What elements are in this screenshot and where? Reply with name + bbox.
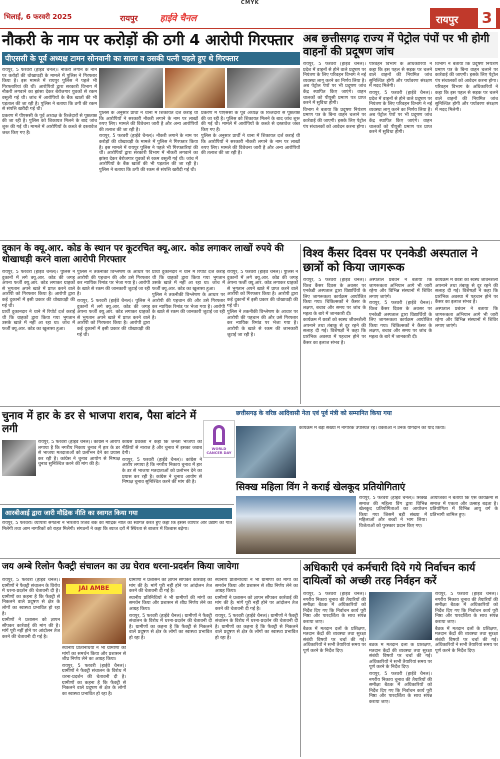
story5-para: रायपुर, 5 फरवरी (हाईवे चैनल)। कांग्रेस ने आरोप लगाया है कि नगरीय निकाय चुनाव में हार के डर से भाजपा मतदाताओं को प्रलोभन देने का प्रयास कर रही है। कांग्रेस ने चुनाव आयोग से निष्पक्ष चुनाव सुनिश्चित करने की मांग की है।: [122, 457, 202, 486]
story9-para: रायपुर, 5 फरवरी (हाईवे चैनल)। ग्रामीणों ने फैक्ट्री संचालन के विरोध में धरना-प्रदर्शन की चेतावनी दी है। ग्रामीणों का कहना है कि फैक्ट्री से निकलने वाले प्रदूषण से क्षेत्र के लोगों का स्वास्थ्य प्रभावित हो रहा है।: [129, 613, 212, 641]
story2-para: रायपुर, 5 फरवरी (हाईवे चैनल)। प्रदेश में वाहनों से होने वाले प्रदूषण पर नियंत्रण के लिए परिवहन विभाग ने नई व्यवस्था लागू करने का निर्णय लिया है। अब पेट्रोल पंपों पर भी प्रदूषण जांच केंद्र स्थापित किए जाएंगे। वाहन चालकों को पीयूसी प्रमाण पत्र प्राप्त करने में सुविधा होगी।: [303, 62, 366, 107]
story9-para: स्थानीय प्रतिनिधियों ने भी ग्रामीणों की मांगों का समर्थन किया और प्रशासन से शीघ्र निर्णय लेने का आग्रह किया।: [62, 646, 126, 663]
story1-para: रायपुर, 5 फरवरी (हाईवे चैनल)। नौकरी लगाने के नाम पर करोड़ों की धोखाधड़ी के मामले में पुलिस ने गिरफ्तार किया है। इस मामले में रायपुर पुलिस ने पहले भी गिरफ्तारियां की थीं। आरोपियों द्वारा सरकारी विभाग में नौकरी लगवाने का झांसा देकर बेरोजगार युवकों से रकम वसूली गई थी। जांच में आरोपियों के बैंक खातों की भी पड़ताल की जा रही है। पुलिस ने बताया कि ठगी की रकम से संपत्ति खरीदी गई थी।: [99, 134, 198, 173]
story8-headline: आरबीआई द्वारा जारी मौद्रिक नीति का स्वागत किया गया: [2, 508, 232, 519]
divider: [0, 406, 500, 407]
story3-para: रायपुर, 5 फरवरी (हाईवे चैनल)। पुलिस ने दुकानों में लगे क्यू.आर. कोड की जगह अपना फर्जी क्यू.आर. कोड लगाकर ग्राहकों से भुगतान अपने खाते में प्राप्त करने वाले आरोपी को गिरफ्तार किया है। आरोपी द्वारा कई दुकानों में इसी प्रकार की धोखाधड़ी की गई थी।: [2, 270, 75, 309]
story10-para: बैठक में मतदान दलों के प्रशिक्षण, मतदान केंद्रों की व्यवस्था तथा सुरक्षा संबंधी विषयों पर चर्चा की गई। अधिकारियों ने सभी तैयारियां समय पर पूर्ण करने के निर्देश दिए।: [435, 626, 498, 654]
story7-column-2: [430, 496, 498, 554]
story9-para: स्थानीय प्रतिनिधियों ने भी ग्रामीणों की मांगों का समर्थन किया और प्रशासन से शीघ्र निर्णय लेने का आग्रह किया।: [215, 578, 298, 595]
story9-para: रायपुर, 5 फरवरी (हाईवे चैनल)। ग्रामीणों ने फैक्ट्री संचालन के विरोध में धरना-प्रदर्शन की चेतावनी दी है। ग्रामीणों का कहना है कि फैक्ट्री से निकलने वाले प्रदूषण से क्षेत्र के लोगों का स्वास्थ्य प्रभावित हो रहा है।: [2, 578, 60, 617]
story4-column-3: [435, 278, 498, 404]
divider: [0, 504, 234, 505]
protest-banner: JAI AMBE: [66, 584, 122, 594]
accused-photo-1: [99, 68, 163, 108]
story7-headline: सिक्ख महिला विंग ने कराई खेलकूद प्रतियोगिताएं: [236, 482, 406, 493]
story5-para: कांग्रेस प्रवक्ता ने कहा कि जनता भाजपा की नीतियों से नाराज है और चुनाव में इसका जवाब देगी।: [122, 440, 202, 457]
city-label: रायपुर: [120, 14, 138, 23]
page-number: 3: [478, 8, 496, 28]
story1-headline: नौकरी के नाम पर करोड़ों की ठगी 4 आरोपी गिरफ्तार: [2, 31, 294, 49]
story7-para: रायपुर, 5 फरवरी (हाईवे चैनल)। सिक्ख समाज की महिला विंग द्वारा विभिन्न खेलकूद प्रतियोगिताओं का आयोजन किया गया जिसमें बड़ी संख्या में महिलाओं और बच्चों ने भाग लिया। विजेताओं को पुरस्कार प्रदान किए गए।: [359, 496, 427, 529]
story2-para: विभाग ने बताया कि प्रदूषण नियंत्रण प्रमाण पत्र के बिना वाहन चलाने पर कार्रवाई की जाएगी। इसके लिए पेट्रोल पंप संचालकों को आवेदन करना होगा।: [303, 107, 366, 130]
story4-para: रायपुर, 5 फरवरी (हाईवे चैनल)। विश्व कैंसर दिवस के अवसर पर एनकेडी अस्पताल द्वारा विद्यार्थियों के लिए जागरूकता कार्यक्रम आयोजित किया गया। चिकित्सकों ने कैंसर के लक्षण, बचाव और समय पर जांच के महत्व के बारे में जानकारी दी।: [303, 278, 366, 317]
section-name: रायपुर: [436, 15, 459, 26]
story3-para: पुलिस ने तकनीकी विश्लेषण के आधार पर आरोपी की पहचान की और उसे गिरफ्तार कर न्यायिक रिमांड पर भेजा गया है। आरोपी के खाते से रकम की जानकारी जुटाई जा रही है।: [152, 293, 225, 321]
cmyk-label: CMYK: [240, 0, 260, 6]
story5-column-1: [38, 440, 120, 500]
divider: [0, 558, 500, 559]
story6-column: [299, 426, 498, 450]
story1-column-1: [2, 68, 97, 238]
accused-photo-3: [227, 68, 300, 108]
story1-para: प्रकरण में पीएससी के पूर्व अध्यक्ष के रिश्तेदारों से पूछताछ की जा रही है। पुलिस को शिकायत मिलने के बाद जांच शुरू की गई थी। मामले में आरोपियों के कब्जे से दस्तावेज जब्त किए गए हैं।: [2, 113, 97, 136]
protest-photo: [62, 578, 126, 644]
logo-label: WORLD CANCER DAY: [206, 447, 232, 455]
story2-column-1: [303, 62, 366, 238]
story1-para: पुलिस के अनुसार प्रार्थी ने थाना में शिकायत दर्ज कराई थी कि आरोपियों ने सरकारी नौकरी लगाने के नाम पर लाखों रुपए लिए। मामले की विवेचना जारी है और अन्य आरोपियों की तलाश की जा रही है।: [201, 134, 300, 157]
story2-para: रायपुर, 5 फरवरी (हाईवे चैनल)। प्रदेश में वाहनों से होने वाले प्रदूषण पर नियंत्रण के लिए परिवहन विभाग ने नई व्यवस्था लागू करने का निर्णय लिया है। अब पेट्रोल पंपों पर भी प्रदूषण जांच केंद्र स्थापित किए जाएंगे। वाहन चालकों को पीयूसी प्रमाण पत्र प्राप्त करने में सुविधा होगी।: [369, 90, 432, 136]
story8-para: रायपुर, 5 फरवरी। व्यापारी संगठनों ने भारतीय रिजर्व बैंक की मौद्रिक नीति का स्वागत करते हुए कहा कि इससे व्यापार और उद्योग को गति मिलेगी तथा आम नागरिकों को राहत मिलेगी। संगठनों ने कहा कि ब्याज दरों में स्थिरता से बाजार में विश्वास बढ़ेगा।: [2, 521, 232, 532]
story6-headline: छत्तीसगढ़ के वरिष्ठ आदिवासी नेता एवं पूर्व मंत्री को सम्मानित किया गया: [236, 410, 392, 417]
meeting-photo: [369, 592, 432, 640]
date-line: भिलाई, 6 फरवरी 2025: [4, 13, 72, 21]
story9-column-3: [129, 578, 212, 756]
story7-column-1: [359, 496, 427, 554]
story4-para: अस्पताल प्रबंधन ने बताया कि जागरूकता अभियान आगे भी जारी रहेगा और विभिन्न संस्थानों में शिविर लगाए जाएंगे।: [435, 306, 498, 329]
story8-column: [2, 521, 232, 555]
story4-headline: विश्व कैंसर दिवस पर एनकेडी अस्पताल ने छात्रों को किया जागरूक: [303, 246, 478, 274]
story9-para: रायपुर, 5 फरवरी (हाईवे चैनल)। ग्रामीणों ने फैक्ट्री संचालन के विरोध में धरना-प्रदर्शन की चेतावनी दी है। ग्रामीणों का कहना है कि फैक्ट्री से निकलने वाले प्रदूषण से क्षेत्र के लोगों का स्वास्थ्य प्रभावित हो रहा है।: [215, 613, 298, 641]
story3-column-3: [152, 270, 225, 405]
story1-para: पुलिस के अनुसार प्रार्थी ने थाना में शिकायत दर्ज कराई थी कि आरोपियों ने सरकारी नौकरी लगाने के नाम पर लाखों रुपए लिए। मामले की विवेचना जारी है और अन्य आरोपियों की तलाश की जा रही है।: [99, 111, 198, 133]
story3-headline: दुकान के क्यू.आर. कोड के स्थान पर कूटरचित क्यू.आर. कोड लगाकर लाखों रुपये की धोखाधड़ी करने वाला आरोपी गिरफ्तार: [2, 244, 284, 265]
story5-headline: चुनाव में हार के डर से भाजपा शराब, पैसा बांटने में लगी: [2, 410, 197, 435]
world-cancer-day-logo: [203, 420, 235, 458]
story10-column-3: [435, 592, 498, 756]
story9-para: स्थानीय प्रतिनिधियों ने भी ग्रामीणों की मांगों का समर्थन किया और प्रशासन से शीघ्र निर्णय लेने का आग्रह किया।: [129, 595, 212, 612]
story7-para: आयोजकों ने बताया कि ऐसे कार्यक्रमों से समाज में एकता और उत्साह बढ़ता है। प्रतियोगिता में विभिन्न आयु वर्ग के प्रतिभागी शामिल हुए।: [430, 496, 498, 518]
story9-column-4: [215, 578, 298, 756]
story2-column-2: [369, 62, 432, 238]
story10-para: बैठक में मतदान दलों के प्रशिक्षण, मतदान केंद्रों की व्यवस्था तथा सुरक्षा संबंधी विषयों पर चर्चा की गई। अधिकारियों ने सभी तैयारियां समय पर पूर्ण करने के निर्देश दिए।: [369, 643, 432, 671]
divider: [300, 560, 301, 757]
story6-para: कार्यक्रम में बड़ी संख्या में नागरिक उपस्थित रहे। वक्ताओं ने उनके योगदान को याद किया।: [299, 426, 446, 431]
story10-para: रायपुर, 5 फरवरी (हाईवे चैनल)। नगरीय निकाय चुनाव की तैयारियों की समीक्षा बैठक में अधिकारियों को निर्देश दिए गए कि निर्वाचन कार्य पूरी निष्ठा और पारदर्शिता के साथ संपन्न कराया जाए।: [303, 592, 366, 625]
story3-para: पुलिस ने तकनीकी विश्लेषण के आधार पर आरोपी की पहचान की और उसे गिरफ्तार कर न्यायिक रिमांड पर भेजा गया है। आरोपी के खाते से रकम की जानकारी जुटाई जा रही है।: [227, 310, 298, 338]
story5-para: रायपुर, 5 फरवरी (हाईवे चैनल)। कांग्रेस ने आरोप लगाया है कि नगरीय निकाय चुनाव में हार के डर से भाजपा मतदाताओं को प्रलोभन देने का प्रयास कर रही है। कांग्रेस ने चुनाव आयोग से निष्पक्ष चुनाव सुनिश्चित करने की मांग की है।: [38, 440, 120, 468]
story4-column-1: [303, 278, 366, 404]
story2-column-3: [435, 62, 498, 238]
story2-para: विभाग ने बताया कि प्रदूषण नियंत्रण प्रमाण पत्र के बिना वाहन चलाने पर कार्रवाई की जाएगी। इसके लिए पेट्रोल पंप संचालकों को आवेदन करना होगा।: [435, 62, 498, 84]
story9-para: ग्रामीणों ने प्रशासन को ज्ञापन सौंपकर कार्रवाई की मांग की है। मांगें पूरी नहीं होने पर आंदोलन तेज करने की चेतावनी दी गई है।: [215, 595, 298, 612]
story3-para: प्रार्थी दुकानदार ने थाने में रिपोर्ट दर्ज कराई थी कि ग्राहकों द्वारा किया गया भुगतान उसके खाते में नहीं आ रहा था। जांच में फर्जी क्यू.आर. कोड का खुलासा हुआ।: [2, 310, 75, 332]
divider: [0, 240, 500, 241]
story5-column-2: [122, 440, 202, 500]
story9-para: ग्रामीणों ने प्रशासन को ज्ञापन सौंपकर कार्रवाई की मांग की है। मांगें पूरी नहीं होने पर आंदोलन तेज करने की चेतावनी दी गई है।: [2, 618, 60, 640]
story3-column-1: [2, 270, 75, 405]
story10-para: रायपुर, 5 फरवरी (हाईवे चैनल)। नगरीय निकाय चुनाव की तैयारियों की समीक्षा बैठक में अधिकारियों को निर्देश दिए गए कि निर्वाचन कार्य पूरी निष्ठा और पारदर्शिता के साथ संपन्न कराया जाए।: [435, 592, 498, 625]
story3-column-4: [227, 270, 298, 405]
sports-event-photo: [236, 496, 356, 554]
story9-para: रायपुर, 5 फरवरी (हाईवे चैनल)। ग्रामीणों ने फैक्ट्री संचालन के विरोध में धरना-प्रदर्शन की चेतावनी दी है। ग्रामीणों का कहना है कि फैक्ट्री से निकलने वाले प्रदूषण से क्षेत्र के लोगों का स्वास्थ्य प्रभावित हो रहा है।: [62, 663, 126, 697]
story1-column-3: [201, 111, 300, 238]
story10-column-1: [303, 592, 366, 756]
story3-para: रायपुर, 5 फरवरी (हाईवे चैनल)। पुलिस ने दुकानों में लगे क्यू.आर. कोड की जगह अपना फर्जी क्यू.आर. कोड लगाकर ग्राहकों से भुगतान अपने खाते में प्राप्त करने वाले आरोपी को गिरफ्तार किया है। आरोपी द्वारा कई दुकानों में इसी प्रकार की धोखाधड़ी की गई थी।: [77, 298, 150, 338]
story2-para: परिवहन विभाग के अधिकारियों ने कहा कि इस पहल से सड़क पर चलने वाले वाहनों की नियमित जांच सुनिश्चित होगी और पर्यावरण संरक्षण में मदद मिलेगी।: [369, 62, 432, 90]
story10-para: बैठक में मतदान दलों के प्रशिक्षण, मतदान केंद्रों की व्यवस्था तथा सुरक्षा संबंधी विषयों पर चर्चा की गई। अधिकारियों ने सभी तैयारियां समय पर पूर्ण करने के निर्देश दिए।: [303, 626, 366, 654]
story4-para: रायपुर, 5 फरवरी (हाईवे चैनल)। विश्व कैंसर दिवस के अवसर पर एनकेडी अस्पताल द्वारा विद्यार्थियों के लिए जागरूकता कार्यक्रम आयोजित किया गया। चिकित्सकों ने कैंसर के लक्षण, बचाव और समय पर जांच के महत्व के बारे में जानकारी दी।: [369, 301, 432, 340]
divider: [300, 244, 301, 404]
story9-column-1: [2, 578, 60, 756]
story9-column-2: [62, 646, 126, 756]
story2-para: परिवहन विभाग के अधिकारियों ने कहा कि इस पहल से सड़क पर चलने वाले वाहनों की नियमित जांच सुनिश्चित होगी और पर्यावरण संरक्षण में मदद मिलेगी।: [435, 85, 498, 113]
story9-para: ग्रामीणों ने प्रशासन को ज्ञापन सौंपकर कार्रवाई की मांग की है। मांगें पूरी नहीं होने पर आंदोलन तेज करने की चेतावनी दी गई है।: [129, 578, 212, 595]
story1-para: रायपुर, 5 फरवरी (हाईवे चैनल)। नौकरी लगाने के नाम पर करोड़ों की धोखाधड़ी के मामले में पुलिस ने गिरफ्तार किया है। इस मामले में रायपुर पुलिस ने पहले भी गिरफ्तारियां की थीं। आरोपियों द्वारा सरकारी विभाग में नौकरी लगवाने का झांसा देकर बेरोजगार युवकों से रकम वसूली गई थी। जांच में आरोपियों के बैंक खातों की भी पड़ताल की जा रही है। पुलिस ने बताया कि ठगी की रकम से संपत्ति खरीदी गई थी।: [2, 68, 97, 113]
story10-para: रायपुर, 5 फरवरी (हाईवे चैनल)। नगरीय निकाय चुनाव की तैयारियों की समीक्षा बैठक में अधिकारियों को निर्देश दिए गए कि निर्वाचन कार्य पूरी निष्ठा और पारदर्शिता के साथ संपन्न कराया जाए।: [369, 671, 432, 705]
masthead: [0, 8, 500, 29]
story3-column-2: [77, 270, 150, 405]
ribbon-icon: [213, 425, 225, 445]
story2-headline: अब छत्तीसगढ़ राज्य में पेट्रोल पंपों पर भी होगी वाहनों की प्रदूषण जांच: [303, 32, 498, 58]
story4-para: कार्यक्रम में छात्रों को स्वस्थ जीवनशैली अपनाने तथा तंबाकू से दूर रहने की सलाह दी गई। विशेषज्ञों ने कहा कि प्रारंभिक अवस्था में पहचान होने पर कैंसर का इलाज संभव है।: [435, 278, 498, 306]
story3-para: प्रार्थी दुकानदार ने थाने में रिपोर्ट दर्ज कराई थी कि ग्राहकों द्वारा किया गया भुगतान उसके खाते में नहीं आ रहा था। जांच में फर्जी क्यू.आर. कोड का खुलासा हुआ।: [152, 270, 225, 292]
accused-photo-2: [165, 68, 225, 108]
story3-para: पुलिस ने तकनीकी विश्लेषण के आधार पर आरोपी की पहचान की और उसे गिरफ्तार कर न्यायिक रिमांड पर भेजा गया है। आरोपी के खाते से रकम की जानकारी जुटाई जा रही है।: [77, 270, 150, 298]
story10-headline: अधिकारी एवं कर्मचारी दिये गये निर्वाचन कार्य दायित्वों को अच्छी तरह निर्वहन करें: [303, 562, 476, 587]
story1-column-2: [99, 111, 198, 238]
section-tag: [430, 8, 500, 28]
story10-column-2: [369, 643, 432, 756]
story6-photo: [236, 426, 296, 478]
color-strip: [0, 0, 500, 8]
story3-para: रायपुर, 5 फरवरी (हाईवे चैनल)। पुलिस ने दुकानों में लगे क्यू.आर. कोड की जगह अपना फर्जी क्यू.आर. कोड लगाकर ग्राहकों से भुगतान अपने खाते में प्राप्त करने वाले आरोपी को गिरफ्तार किया है। आरोपी द्वारा कई दुकानों में इसी प्रकार की धोखाधड़ी की गई थी।: [227, 270, 298, 309]
story4-column-2: [369, 278, 432, 404]
story1-para: प्रकरण में पीएससी के पूर्व अध्यक्ष के रिश्तेदारों से पूछताछ की जा रही है। पुलिस को शिकायत मिलने के बाद जांच शुरू की गई थी। मामले में आरोपियों के कब्जे से दस्तावेज जब्त किए गए हैं।: [201, 111, 300, 133]
story4-para: कार्यक्रम में छात्रों को स्वस्थ जीवनशैली अपनाने तथा तंबाकू से दूर रहने की सलाह दी गई। विशेषज्ञों ने कहा कि प्रारंभिक अवस्था में पहचान होने पर कैंसर का इलाज संभव है।: [303, 318, 366, 346]
brand-logo: हाईवे चैनल: [160, 14, 197, 24]
leader-photo: [2, 440, 36, 476]
story1-subhead: पीएससी के पूर्व अध्यक्ष टामन सोनवानी का साला व उसकी पत्नी पहले हुए थे गिरफ्तार: [2, 52, 300, 65]
story9-headline: जय अम्बे रिलोन फैक्ट्री संचालन का उग्र घेराव धरना-प्रदर्शन किया जायेगा: [2, 562, 239, 572]
story4-para: अस्पताल प्रबंधन ने बताया कि जागरूकता अभियान आगे भी जारी रहेगा और विभिन्न संस्थानों में शिविर लगाए जाएंगे।: [369, 278, 432, 300]
